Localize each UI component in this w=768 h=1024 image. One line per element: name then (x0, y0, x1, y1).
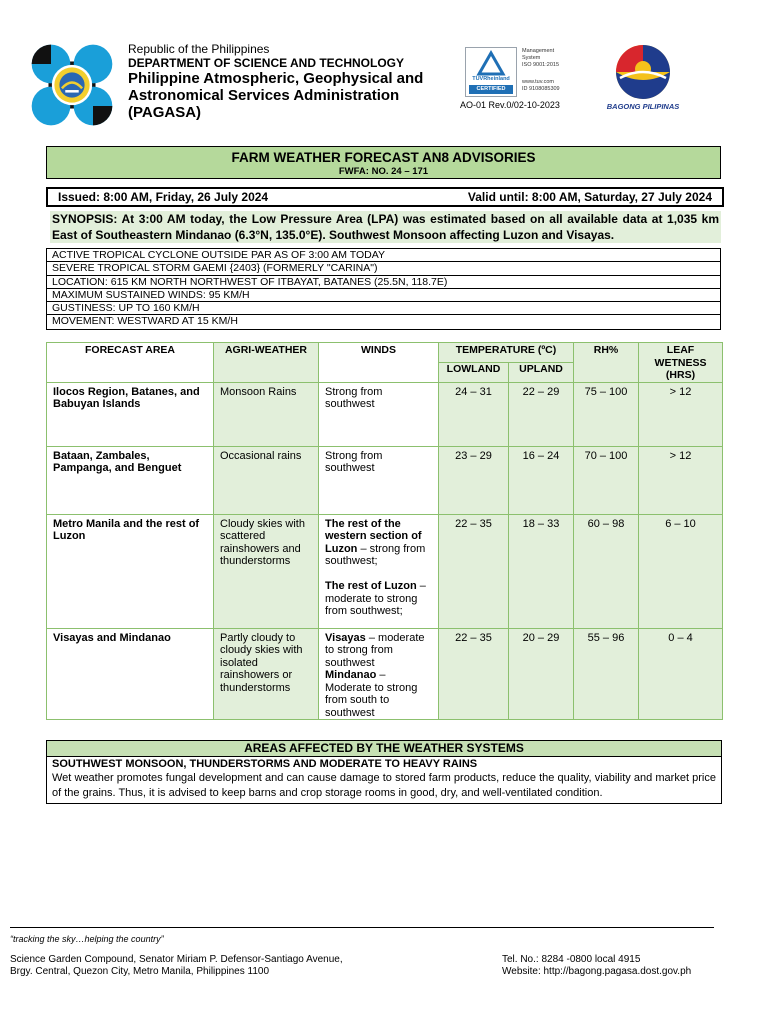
relative-humidity: 55 – 96 (574, 628, 639, 720)
temp-upland: 22 – 29 (509, 382, 574, 446)
temp-upland: 16 – 24 (509, 446, 574, 514)
synopsis-label: SYNOPSIS: (52, 212, 118, 226)
header-lowland: LOWLAND (439, 362, 509, 382)
cert-brand: TÜVRheinland (472, 76, 510, 82)
cert-system-line2: System (522, 55, 541, 61)
synopsis (50, 211, 721, 243)
cyclone-name: SEVERE TROPICAL STORM GAEMI {2403} (FORMERLY "CARINA") (47, 262, 720, 275)
dost-logo-icon (30, 43, 114, 127)
cert-standard: ISO 9001:2015 (522, 62, 560, 68)
table-row (47, 514, 723, 628)
forecast-table (46, 342, 723, 720)
header-agri-weather: AGRI-WEATHER (214, 343, 319, 383)
synopsis-text: At 3:00 AM today, the Low Pressure Area (LPA) was estimated based on all available data at 1,035 km East of Southeastern Mindanao (6.3°N, 135.0°E). Southwest Monsoon affecting Luzon and Visayas. (52, 212, 719, 242)
agency-name-line3: (PAGASA) (128, 104, 202, 121)
department-name: DEPARTMENT OF SCIENCE AND TECHNOLOGY (128, 56, 405, 70)
agri-weather: Monsoon Rains (214, 382, 319, 446)
agri-weather: Partly cloudy to cloudy skies with isolated rainshowers or thunderstorms (214, 628, 319, 720)
cyclone-movement: MOVEMENT: WESTWARD AT 15 KM/H (52, 315, 238, 328)
tuv-certification-icon (465, 47, 517, 97)
page-title: FARM WEATHER FORECAST AN8 ADVISORIES (231, 150, 536, 165)
forecast-title-box (46, 146, 721, 179)
agri-weather: Occasional rains (214, 446, 319, 514)
document-code: AO-01 Rev.0/02-10-2023 (460, 100, 560, 110)
temp-lowland: 24 – 31 (439, 382, 509, 446)
areas-affected-subtitle: SOUTHWEST MONSOON, THUNDERSTORMS AND MODERATE TO HEAVY RAINS (52, 758, 478, 770)
winds-text: – strong from southwest; (325, 542, 426, 567)
table-row (47, 382, 723, 446)
winds (319, 446, 439, 514)
footer-address (10, 954, 343, 978)
header-forecast-area: FORECAST AREA (47, 343, 214, 383)
relative-humidity: 70 – 100 (574, 446, 639, 514)
leaf-wetness: > 12 (639, 382, 723, 446)
temp-upland: 20 – 29 (509, 628, 574, 720)
bagong-pilipinas-logo-icon (600, 42, 686, 114)
website-link[interactable]: Website: http://bagong.pagasa.dost.gov.ph (502, 966, 692, 977)
leaf-wetness: 6 – 10 (639, 514, 723, 628)
issuance-bar (46, 187, 724, 207)
winds-region: Mindanao (325, 669, 377, 681)
telephone-number: Tel. No.: 8284 -0800 local 4915 (502, 954, 641, 965)
temp-lowland: 23 – 29 (439, 446, 509, 514)
cyclone-location: LOCATION: 615 KM NORTH NORTHWEST OF ITBAYAT, BATANES (25.5N, 118.7E) (47, 276, 720, 289)
header-rh: RH% (574, 343, 639, 383)
tropical-cyclone-box (46, 248, 721, 330)
issued-time: Issued: 8:00 AM, Friday, 26 July 2024 (58, 190, 269, 204)
footer-contact (502, 954, 691, 978)
header-leaf-wetness-label: LEAF WETNESS (HRS) (654, 344, 707, 381)
temp-lowland: 22 – 35 (439, 628, 509, 720)
bagong-pilipinas-text: BAGONG PILIPINAS (606, 102, 680, 111)
address-line1: Science Garden Compound, Senator Miriam P. Defensor-Santiago Avenue, (10, 954, 343, 965)
temp-lowland: 22 – 35 (439, 514, 509, 628)
winds (319, 514, 439, 628)
temp-upland: 18 – 33 (509, 514, 574, 628)
agency-header (128, 42, 423, 121)
footer-divider (10, 927, 714, 928)
cert-id: ID 9108085309 (522, 86, 560, 92)
header-leaf-wetness (639, 343, 723, 383)
address-line2: Brgy. Central, Quezon City, Metro Manila, Philippines 1100 (10, 966, 270, 977)
forecast-area: Metro Manila and the rest of Luzon (47, 514, 214, 628)
winds (319, 382, 439, 446)
areas-affected-box (46, 740, 722, 804)
winds-text: Strong from southwest (325, 385, 383, 410)
cyclone-gustiness: GUSTINESS: UP TO 160 KM/H (47, 302, 720, 315)
cert-web: www.tuv.com (522, 79, 554, 85)
relative-humidity: 60 – 98 (574, 514, 639, 628)
cyclone-max-winds: MAXIMUM SUSTAINED WINDS: 95 KM/H (47, 289, 720, 302)
iso-certification-badge (465, 47, 575, 99)
forecast-area: Bataan, Zambales, Pampanga, and Benguet (47, 446, 214, 514)
winds-text: – moderate to strong from southwest (325, 631, 425, 669)
winds-region: The rest of Luzon (325, 580, 417, 592)
forecast-number: FWFA: NO. 24 – 171 (338, 166, 429, 177)
forecast-area: Ilocos Region, Batanes, and Babuyan Islands (47, 382, 214, 446)
areas-affected-advisory: Wet weather promotes fungal development and can cause damage to stored farm products, reduce the quality, viability and market price of the grains. Thus, it is advised to keep barns and crop storage rooms in good, dry, and well-ventilated condition. (52, 772, 716, 799)
winds-region: Visayas (325, 631, 366, 644)
agri-weather: Cloudy skies with scattered rainshowers and thunderstorms (214, 514, 319, 628)
cyclone-status: ACTIVE TROPICAL CYCLONE OUTSIDE PAR AS OF 3:00 AM TODAY (47, 249, 720, 262)
header-upland: UPLAND (509, 362, 574, 382)
agency-name-line2: Astronomical Services Administration (128, 87, 400, 104)
table-row (47, 446, 723, 514)
valid-until-time: Valid until: 8:00 AM, Saturday, 27 July 2024 (467, 190, 712, 204)
winds (319, 628, 439, 720)
winds-text: – Moderate to strong from south to southwest (325, 669, 418, 719)
relative-humidity: 75 – 100 (574, 382, 639, 446)
cert-system-line1: Management (522, 48, 555, 54)
winds-text: – moderate to strong from southwest; (325, 580, 426, 617)
cert-details (522, 48, 560, 93)
leaf-wetness: 0 – 4 (639, 628, 723, 720)
leaf-wetness: > 12 (639, 446, 723, 514)
table-row (47, 628, 723, 720)
header-winds: WINDS (319, 343, 439, 383)
winds-text: Strong from southwest (325, 449, 383, 474)
areas-affected-title: AREAS AFFECTED BY THE WEATHER SYSTEMS (47, 741, 721, 757)
agency-name-line1: Philippine Atmospheric, Geophysical and (128, 70, 424, 87)
forecast-area: Visayas and Mindanao (47, 628, 214, 720)
header-temperature: TEMPERATURE (ºC) (439, 343, 574, 363)
footer-tagline: “tracking the sky…helping the country” (10, 934, 164, 944)
winds-region: The rest of the western section of Luzon (325, 517, 422, 555)
republic-label: Republic of the Philippines (128, 42, 270, 56)
cert-label: CERTIFIED (476, 86, 506, 92)
